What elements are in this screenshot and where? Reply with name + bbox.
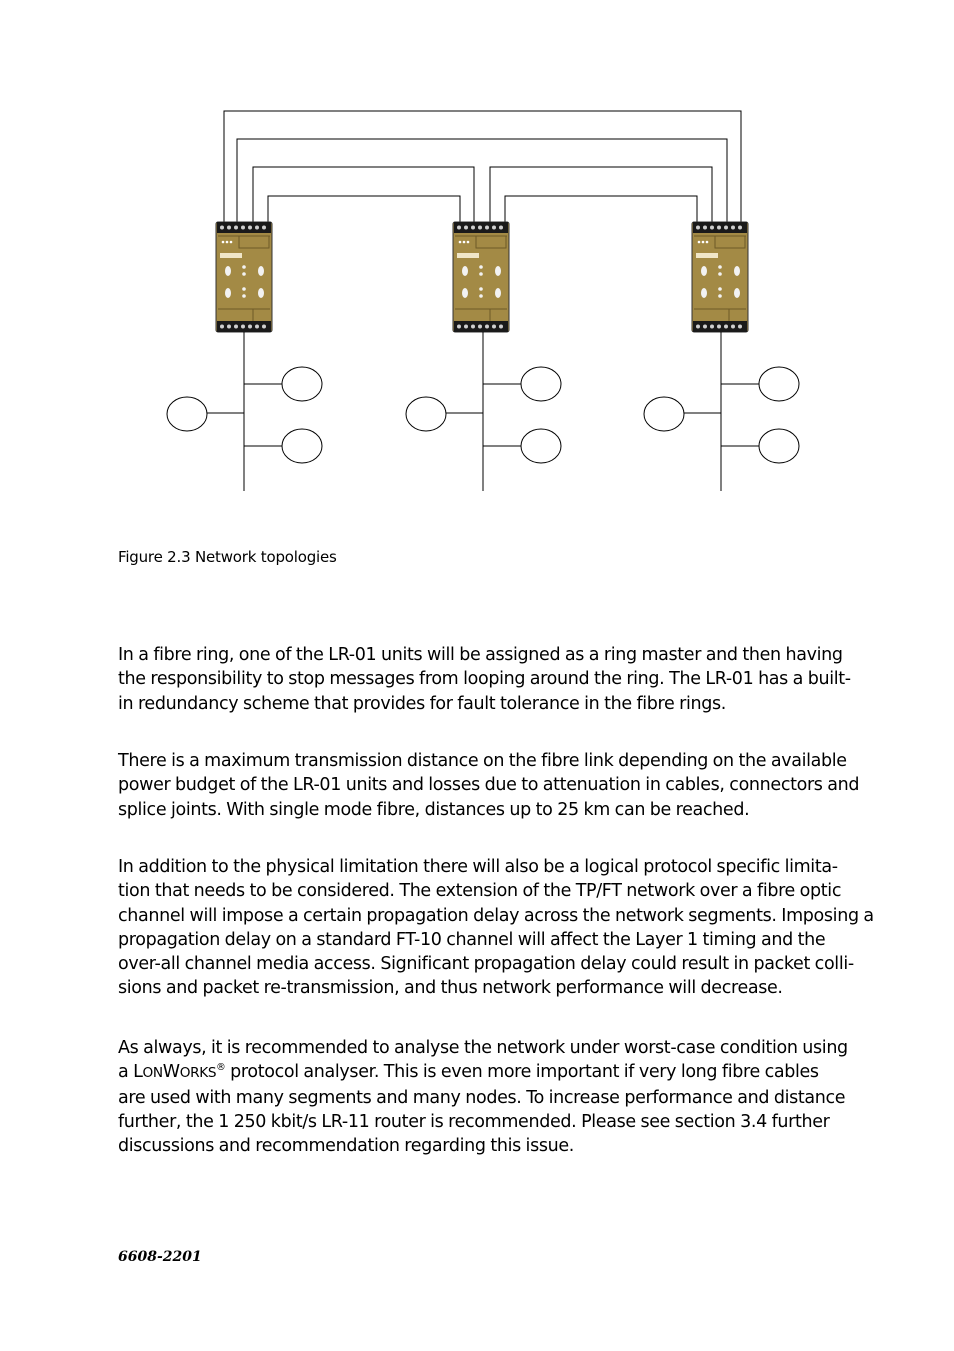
node xyxy=(521,429,561,463)
paragraph-transmission-distance xyxy=(118,749,878,822)
paragraph-protocol-limitation xyxy=(118,855,878,1001)
text-line: In addition to the physical limitation there will also be a logical protocol specific limita- xyxy=(118,857,838,877)
segment-left xyxy=(167,332,322,491)
fibre-ring-lines xyxy=(224,111,741,222)
text-line: in redundancy scheme that provides for fault tolerance in the fibre rings. xyxy=(118,693,726,714)
fibre-link-left-center-inner xyxy=(253,167,474,222)
node xyxy=(521,367,561,401)
text-line: power budget of the LR-01 units and losses due to attenuation in cables, connectors and xyxy=(118,775,860,796)
unit-body xyxy=(692,222,748,332)
lr01-unit-right xyxy=(692,222,748,332)
text-line: As always, it is recommended to analyse the network under worst-case condition using xyxy=(118,1038,848,1058)
network-topology-figure xyxy=(0,0,954,520)
text-line: In a fibre ring, one of the LR-01 units will be assigned as a ring master and then having xyxy=(118,645,843,665)
text-line: the responsibility to stop messages from looping around the ring. The LR-01 has a built- xyxy=(118,669,851,690)
text-line: splice joints. With single mode fibre, distances up to 25 km can be reached. xyxy=(118,799,750,820)
text-line: propagation delay on a standard FT-10 channel will affect the Layer 1 timing and the xyxy=(118,929,826,950)
node xyxy=(644,397,684,431)
text-line: are used with many segments and many nodes. To increase performance and distance xyxy=(118,1087,846,1108)
unit-body xyxy=(453,222,509,332)
document-number: 6608-2201 xyxy=(118,1249,202,1265)
text-line: a LONWORKS® protocol analyser. This is even more important if very long fibre cables xyxy=(118,1062,819,1083)
node xyxy=(282,367,322,401)
node xyxy=(167,397,207,431)
lr01-unit-left xyxy=(216,222,272,332)
node xyxy=(282,429,322,463)
fibre-link-left-center xyxy=(268,196,460,222)
fibre-link-center-right-inner xyxy=(490,167,712,222)
text-line: There is a maximum transmission distance on the fibre link depending on the available xyxy=(118,751,847,771)
text-line: over-all channel media access. Significant propagation delay could result in packet colli- xyxy=(118,954,854,975)
node xyxy=(759,367,799,401)
unit-body xyxy=(216,222,272,332)
text-line: discussions and recommendation regarding this issue. xyxy=(118,1136,574,1157)
lonworks-brand: LONWORKS® xyxy=(133,1062,226,1083)
text-line: tion that needs to be considered. The extension of the TP/FT network over a fibre optic xyxy=(118,881,842,902)
segment-center xyxy=(406,332,561,491)
unit-logo xyxy=(457,253,479,258)
text-line: sions and packet re-transmission, and thus network performance will decrease. xyxy=(118,978,783,999)
fibre-outer-loop-b xyxy=(237,139,727,222)
unit-logo xyxy=(696,253,718,258)
text-line: further, the 1 250 kbit/s LR-11 router is recommended. Please see section 3.4 further xyxy=(118,1111,830,1132)
text-line: channel will impose a certain propagation delay across the network segments. Imposing a xyxy=(118,905,874,926)
node xyxy=(759,429,799,463)
segment-right xyxy=(644,332,799,491)
paragraph-fibre-ring xyxy=(118,643,878,716)
paragraph-recommendation xyxy=(118,1036,878,1158)
figure-caption: Figure 2.3 Network topologies xyxy=(118,548,337,566)
unit-logo xyxy=(220,253,242,258)
fibre-link-center-right xyxy=(505,196,697,222)
node xyxy=(406,397,446,431)
lr01-unit-center xyxy=(453,222,509,332)
